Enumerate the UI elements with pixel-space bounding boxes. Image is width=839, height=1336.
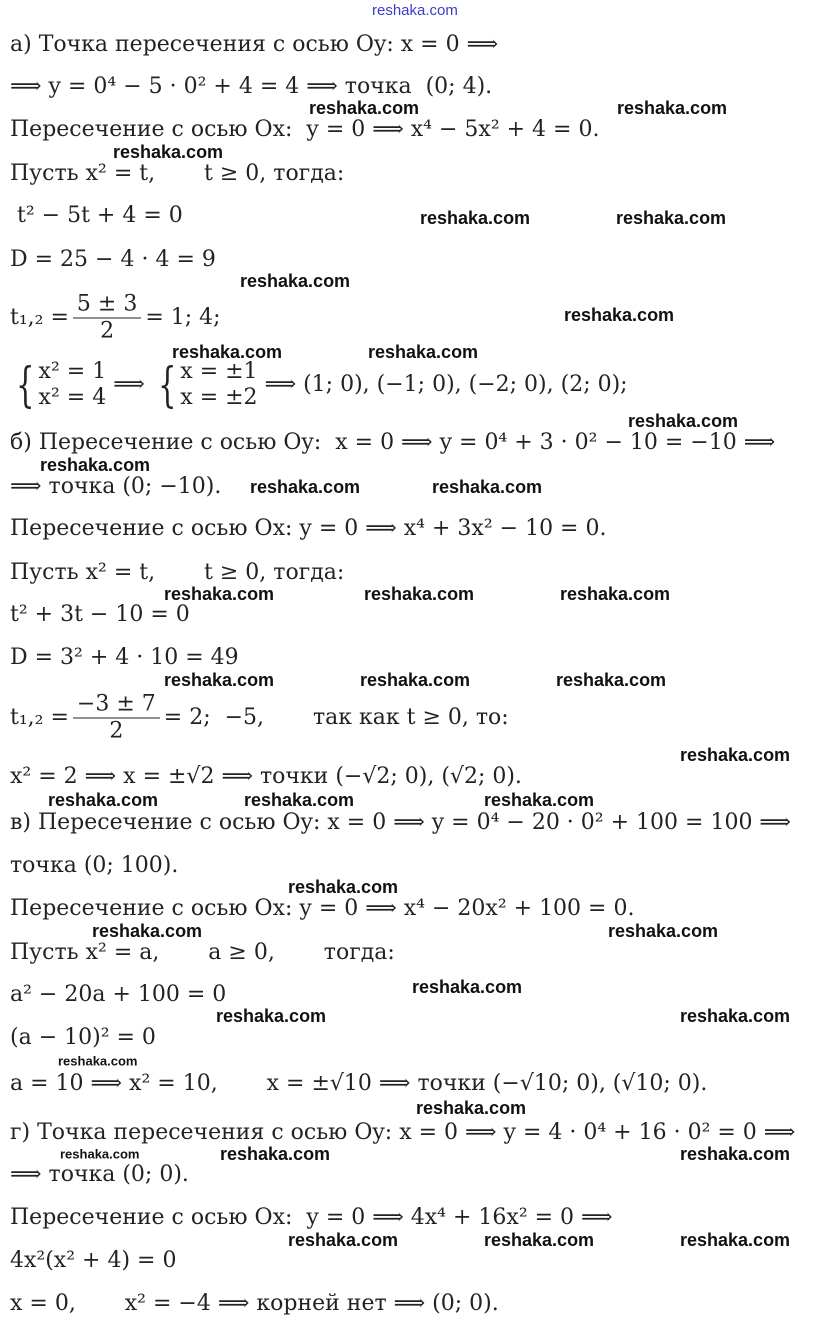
watermark: reshaka.com bbox=[432, 477, 543, 497]
watermark: reshaka.com bbox=[172, 342, 283, 362]
text-line: Пусть x² = a, a ≥ 0, тогда: bbox=[10, 940, 395, 965]
text-line: ⟹ точка (0; 0). bbox=[10, 1162, 189, 1187]
brace-icon: { bbox=[157, 357, 177, 413]
text-line: в) Пересечение с осью Oy: x = 0 ⟹ y = 0⁴ − 20 · 0² + 100 = 100 ⟹ bbox=[10, 810, 791, 835]
text-line: точка (0; 100). bbox=[10, 853, 179, 878]
text-line: Пересечение с осью Ox: y = 0 ⟹ 4x⁴ + 16x² = 0 ⟹ bbox=[10, 1205, 613, 1230]
watermark: reshaka.com bbox=[164, 584, 275, 604]
watermark: reshaka.com bbox=[416, 1098, 527, 1118]
fraction bbox=[73, 692, 160, 745]
text-line: г) Точка пересечения с осью Oy: x = 0 ⟹ y = 4 · 0⁴ + 16 · 0² = 0 ⟹ bbox=[10, 1120, 796, 1145]
text-line: б) Пересечение с осью Oy: x = 0 ⟹ y = 0⁴ + 3 · 0² − 10 = −10 ⟹ bbox=[10, 430, 776, 455]
text-line: а) Точка пересечения с осью Oy: x = 0 ⟹ bbox=[10, 32, 499, 57]
text-line: a² − 20a + 100 = 0 bbox=[10, 982, 227, 1007]
watermark: reshaka.com bbox=[484, 790, 595, 810]
text-line: Пусть x² = t, t ≥ 0, тогда: bbox=[10, 161, 345, 186]
watermark: reshaka.com bbox=[680, 1006, 791, 1026]
text-line: D = 25 − 4 · 4 = 9 bbox=[10, 247, 216, 272]
watermark: reshaka.com bbox=[484, 1230, 595, 1250]
brace-icon: { bbox=[16, 357, 35, 413]
fraction-line bbox=[10, 692, 509, 745]
watermark: reshaka.com bbox=[608, 921, 719, 941]
watermark: reshaka.com bbox=[372, 2, 458, 19]
text-line: t² + 3t − 10 = 0 bbox=[10, 602, 190, 627]
numerator: −3 ± 7 bbox=[73, 692, 160, 719]
watermark: reshaka.com bbox=[113, 142, 224, 162]
denominator: 2 bbox=[100, 318, 115, 344]
text: = 1; 4; bbox=[145, 305, 221, 330]
text-line: t² − 5t + 4 = 0 bbox=[10, 203, 183, 228]
numerator: 5 ± 3 bbox=[73, 292, 141, 319]
text-line: x² = 2 ⟹ x = ±√2 ⟹ точки (−√2; 0), (√2; 0). bbox=[10, 764, 522, 789]
fraction-line bbox=[10, 292, 221, 345]
watermark: reshaka.com bbox=[364, 584, 475, 604]
watermark: reshaka.com bbox=[617, 98, 728, 118]
watermark: reshaka.com bbox=[244, 790, 355, 810]
watermark: reshaka.com bbox=[92, 921, 203, 941]
text: = 2; −5, так как t ≥ 0, то: bbox=[163, 705, 509, 730]
watermark: reshaka.com bbox=[368, 342, 479, 362]
watermark: reshaka.com bbox=[420, 208, 531, 228]
text-line: a = 10 ⟹ x² = 10, x = ±√10 ⟹ точки (−√10; 0), (√10; 0). bbox=[10, 1071, 708, 1096]
watermark: reshaka.com bbox=[556, 670, 667, 690]
text-line: Пусть x² = t, t ≥ 0, тогда: bbox=[10, 560, 345, 585]
watermark: reshaka.com bbox=[564, 305, 675, 325]
system-line bbox=[10, 359, 628, 411]
watermark: reshaka.com bbox=[412, 977, 523, 997]
watermark: reshaka.com bbox=[48, 790, 159, 810]
text-line: 4x²(x² + 4) = 0 bbox=[10, 1248, 177, 1273]
text: ⟹ (1; 0), (−1; 0), (−2; 0), (2; 0); bbox=[264, 372, 628, 397]
text-line: Пересечение с осью Ox: y = 0 ⟹ x⁴ − 5x² + 4 = 0. bbox=[10, 117, 600, 142]
watermark: reshaka.com bbox=[240, 271, 351, 291]
watermark: reshaka.com bbox=[164, 670, 275, 690]
watermark: reshaka.com bbox=[616, 208, 727, 228]
watermark: reshaka.com bbox=[60, 1146, 140, 1162]
text-line: ⟹ точка (0; −10). bbox=[10, 474, 222, 499]
watermark: reshaka.com bbox=[628, 411, 739, 431]
eq: x = ±2 bbox=[180, 385, 258, 410]
watermark: reshaka.com bbox=[288, 1230, 399, 1250]
watermark: reshaka.com bbox=[560, 584, 671, 604]
eq: x = ±1 bbox=[180, 359, 258, 384]
watermark: reshaka.com bbox=[220, 1144, 331, 1164]
watermark: reshaka.com bbox=[309, 98, 420, 118]
watermark: reshaka.com bbox=[680, 1144, 791, 1164]
fraction bbox=[73, 292, 141, 345]
text-line: Пересечение с осью Ox: y = 0 ⟹ x⁴ − 20x² + 100 = 0. bbox=[10, 896, 635, 921]
watermark: reshaka.com bbox=[360, 670, 471, 690]
eq: x² = 1 bbox=[38, 359, 107, 384]
text: t₁,₂ = bbox=[10, 705, 69, 730]
watermark: reshaka.com bbox=[58, 1053, 138, 1069]
denominator: 2 bbox=[109, 718, 124, 744]
text-line: x = 0, x² = −4 ⟹ корней нет ⟹ (0; 0). bbox=[10, 1291, 499, 1316]
watermark: reshaka.com bbox=[40, 455, 151, 475]
text: t₁,₂ = bbox=[10, 305, 69, 330]
watermark: reshaka.com bbox=[680, 745, 791, 765]
eq: x² = 4 bbox=[38, 385, 107, 410]
text-line: ⟹ y = 0⁴ − 5 · 0² + 4 = 4 ⟹ точка (0; 4). bbox=[10, 74, 493, 99]
watermark: reshaka.com bbox=[288, 877, 399, 897]
watermark: reshaka.com bbox=[250, 477, 361, 497]
text-line: (a − 10)² = 0 bbox=[10, 1025, 156, 1050]
watermark: reshaka.com bbox=[680, 1230, 791, 1250]
text-line: Пересечение с осью Ox: y = 0 ⟹ x⁴ + 3x² − 10 = 0. bbox=[10, 516, 607, 541]
watermark: reshaka.com bbox=[216, 1006, 327, 1026]
text-line: D = 3² + 4 · 10 = 49 bbox=[10, 645, 239, 670]
arrow: ⟹ bbox=[113, 372, 145, 397]
